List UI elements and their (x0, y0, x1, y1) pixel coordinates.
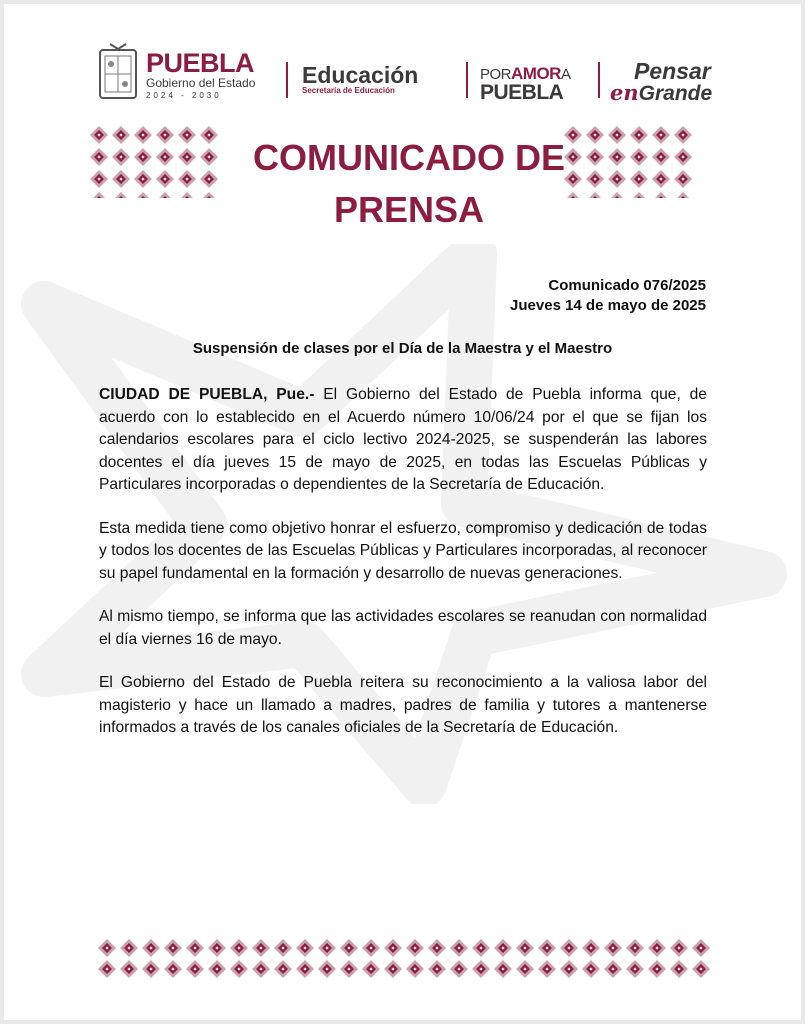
paragraph-4: El Gobierno del Estado de Puebla reitera su reconocimiento a la valiosa labor del magisterio y hace un llamado a madres, padres de familia y tutores a mantenerse informados a través de los canales oficiales de la Secretaría de Educación. (99, 674, 707, 736)
slogan-logo-grande: Grande (638, 82, 713, 105)
pattern-tile (648, 960, 666, 978)
pattern-tile (164, 960, 182, 978)
campaign-logo-puebla: PUEBLA (480, 81, 564, 104)
pattern-tile (112, 148, 130, 166)
logo-divider (598, 62, 600, 98)
pattern-tile (252, 960, 270, 978)
pattern-tile (90, 148, 108, 166)
pattern-tile (156, 148, 174, 166)
pattern-tile (604, 939, 622, 957)
pattern-tile (652, 126, 670, 144)
logo-divider (286, 62, 288, 98)
pattern-tile (384, 939, 402, 957)
pattern-tile (274, 939, 292, 957)
pattern-tile (494, 960, 512, 978)
pattern-tile (318, 960, 336, 978)
header-logos (4, 4, 801, 114)
pattern-tile (428, 939, 446, 957)
pattern-tile (112, 170, 130, 188)
pattern-tile (134, 170, 152, 188)
campaign-logo-amor: AMOR (511, 64, 561, 83)
pattern-tile (230, 960, 248, 978)
pattern-tile (626, 939, 644, 957)
pattern-tile (208, 960, 226, 978)
logo-divider (466, 62, 468, 98)
pattern-tile (318, 939, 336, 957)
pattern-tile (670, 939, 688, 957)
pattern-tile (384, 960, 402, 978)
pattern-tile (142, 939, 160, 957)
pattern-tile (674, 126, 692, 144)
pattern-tile (582, 939, 600, 957)
pattern-tile (134, 126, 152, 144)
release-meta (510, 276, 706, 316)
pattern-tile (604, 960, 622, 978)
pattern-tile (652, 170, 670, 188)
paragraph-2: Esta medida tiene como objetivo honrar el esfuerzo, compromiso y dedicación de todas y todos los docentes de las Escuelas Públicas y Particulares incorporadas, al reconocer su papel fundamental en la formación y desarrollo de nuevas generaciones. (99, 519, 707, 582)
pattern-tile (538, 960, 556, 978)
pattern-tile (164, 939, 182, 957)
pattern-tile (674, 148, 692, 166)
pattern-tile (674, 192, 692, 198)
release-date: Jueves 14 de mayo de 2025 (510, 297, 706, 314)
release-subject: Suspensión de clases por el Día de la Maestra y el Maestro (192, 340, 613, 357)
pattern-tile (406, 939, 424, 957)
campaign-logo-a: A (560, 66, 571, 83)
slogan-logo-en: en (610, 80, 639, 105)
pattern-tile (98, 939, 116, 957)
pattern-tile (296, 960, 314, 978)
release-number: Comunicado 076/2025 (548, 277, 706, 294)
pattern-tile (406, 960, 424, 978)
pattern-tile (134, 192, 152, 198)
pattern-tile (538, 939, 556, 957)
pattern-tile (516, 960, 534, 978)
pattern-tile (252, 939, 270, 957)
dateline: CIUDAD DE PUEBLA, Pue.- (99, 386, 315, 403)
pattern-tile (296, 939, 314, 957)
slogan-logo-engrande (610, 80, 712, 106)
gov-logo-years: 2024 - 2030 (146, 91, 222, 100)
pattern-tile (692, 939, 710, 957)
gov-logo-subtitle: Gobierno del Estado (146, 76, 256, 90)
pattern-tile (142, 960, 160, 978)
pattern-tile (156, 126, 174, 144)
document-page (4, 4, 801, 1020)
pattern-tile (450, 960, 468, 978)
pattern-tile (90, 170, 108, 188)
education-logo-subtitle: Secretaría de Educación (302, 86, 395, 95)
pattern-tile (428, 960, 446, 978)
pattern-tile (230, 939, 248, 957)
pattern-tile (340, 960, 358, 978)
pattern-tile (652, 192, 670, 198)
pattern-tile (648, 939, 666, 957)
pattern-tile (626, 960, 644, 978)
pattern-tile (652, 148, 670, 166)
education-logo-title: Educación (302, 62, 419, 88)
pattern-tile (120, 960, 138, 978)
pattern-tile (494, 939, 512, 957)
page-title-line2: PRENSA (333, 189, 485, 230)
paragraph-1-text: El Gobierno del Estado de Puebla informa que, de acuerdo con lo establecido en el Acuerdo número 10/06/24 por el que se fijan los calendarios escolares para el ciclo lectivo 2024-2025, se suspenderán las labores docentes el día jueves 15 de mayo de 2025, en todas las Escuelas Públicas y Particulares incorporadas o dependientes de la Secretaría de Educación. (99, 386, 707, 493)
pattern-tile (90, 126, 108, 144)
paragraph-3: Al mismo tiempo, se informa que las actividades escolares se reanudan con normalidad el día viernes 16 de mayo. (99, 608, 707, 648)
pattern-tile (362, 960, 380, 978)
pattern-tile (472, 960, 490, 978)
pattern-tile (90, 192, 108, 198)
campaign-logo-por: POR (480, 66, 512, 83)
pattern-tile (670, 960, 688, 978)
page-title-line1: COMUNICADO DE (253, 137, 565, 178)
pattern-tile (98, 960, 116, 978)
pattern-tile (156, 192, 174, 198)
release-body (99, 384, 707, 761)
pattern-tile (674, 170, 692, 188)
decorative-pattern-footer (96, 938, 712, 980)
pattern-tile (560, 939, 578, 957)
pattern-tile (362, 939, 380, 957)
pattern-tile (112, 126, 130, 144)
pattern-tile (340, 939, 358, 957)
pattern-tile (472, 939, 490, 957)
pattern-tile (582, 960, 600, 978)
pattern-tile (450, 939, 468, 957)
pattern-tile (208, 939, 226, 957)
paragraph-1 (99, 384, 707, 497)
pattern-tile (120, 939, 138, 957)
page-title (184, 132, 634, 236)
gov-logo-title: PUEBLA (146, 48, 255, 78)
state-shield-icon (96, 42, 140, 102)
pattern-tile (560, 960, 578, 978)
pattern-tile (692, 960, 710, 978)
pattern-tile (186, 939, 204, 957)
pattern-tile (274, 960, 292, 978)
pattern-tile (112, 192, 130, 198)
pattern-tile (186, 960, 204, 978)
slogan-logo-pensar: Pensar (634, 58, 711, 84)
pattern-tile (156, 170, 174, 188)
pattern-tile (516, 939, 534, 957)
pattern-tile (134, 148, 152, 166)
